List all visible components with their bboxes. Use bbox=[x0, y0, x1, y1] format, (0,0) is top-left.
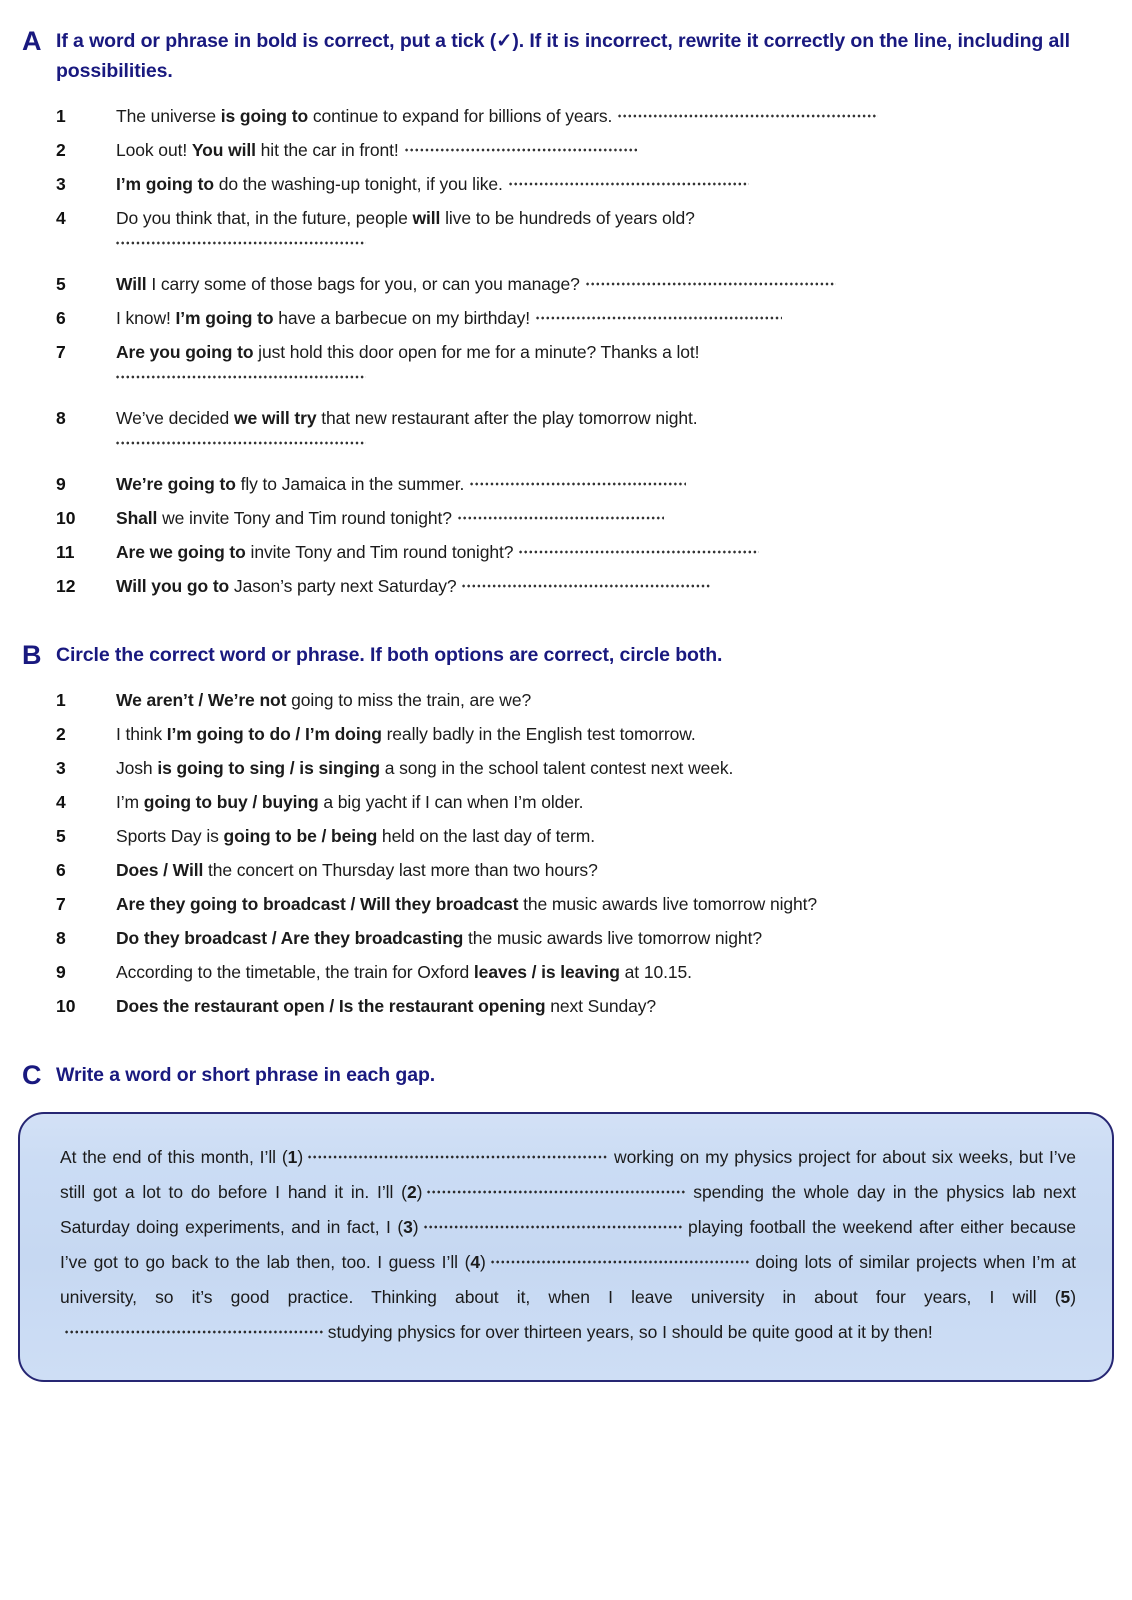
answer-line[interactable] bbox=[519, 545, 759, 559]
section-spacer bbox=[0, 1024, 1132, 1060]
exercise-item bbox=[0, 468, 1132, 500]
bold-phrase: going to be / being bbox=[223, 826, 378, 846]
section-a-heading bbox=[0, 26, 1132, 86]
bold-phrase: is going to bbox=[220, 106, 309, 126]
answer-line[interactable] bbox=[116, 370, 366, 384]
item-number: 10 bbox=[56, 508, 76, 528]
item-text: We aren’t / We’re not going to miss the train, are we? bbox=[116, 690, 532, 710]
item-text: Josh is going to sing / is singing a song in the school talent contest next week. bbox=[116, 758, 734, 778]
answer-line[interactable] bbox=[586, 277, 836, 291]
gap-answer-line[interactable] bbox=[427, 1185, 685, 1199]
answer-line-row bbox=[0, 236, 1132, 266]
exercise-item bbox=[0, 502, 1132, 534]
item-text: I think I’m going to do / I’m doing really badly in the English test tomorrow. bbox=[116, 724, 696, 744]
item-text: Does / Will the concert on Thursday last more than two hours? bbox=[116, 860, 598, 880]
section-c-letter: C bbox=[22, 1060, 42, 1090]
exercise-item bbox=[0, 536, 1132, 568]
item-number: 4 bbox=[56, 792, 66, 812]
bold-phrase: Does / Will bbox=[116, 860, 204, 880]
bold-phrase: leaves / is leaving bbox=[473, 962, 620, 982]
item-number: 12 bbox=[56, 576, 76, 596]
item-number: 2 bbox=[56, 724, 66, 744]
item-number: 8 bbox=[56, 408, 66, 428]
gap-number: 1 bbox=[287, 1147, 298, 1167]
item-text: Are you going to just hold this door open for me for a minute? Thanks a lot! bbox=[116, 342, 700, 362]
item-text: I know! I’m going to have a barbecue on my birthday! bbox=[116, 302, 1092, 334]
answer-line[interactable] bbox=[405, 143, 637, 157]
item-number: 6 bbox=[56, 860, 66, 880]
exercise-item bbox=[0, 684, 1132, 716]
item-number: 3 bbox=[56, 174, 66, 194]
item-number: 9 bbox=[56, 962, 66, 982]
bold-phrase: Are they going to broadcast / Will they broadcast bbox=[116, 894, 519, 914]
item-number: 9 bbox=[56, 474, 66, 494]
answer-line[interactable] bbox=[618, 109, 878, 123]
item-number: 10 bbox=[56, 996, 76, 1016]
exercise-item bbox=[0, 922, 1132, 954]
gap-number: 5 bbox=[1060, 1287, 1071, 1307]
item-number: 1 bbox=[56, 106, 66, 126]
bold-phrase: we will try bbox=[233, 408, 317, 428]
exercise-item bbox=[0, 268, 1132, 300]
bold-phrase: Will bbox=[116, 274, 147, 294]
section-b-letter: B bbox=[22, 640, 42, 670]
item-number: 7 bbox=[56, 894, 66, 914]
bold-phrase: going to buy / buying bbox=[143, 792, 319, 812]
section-c-heading bbox=[0, 1060, 1132, 1090]
item-text: Does the restaurant open / Is the restaurant opening next Sunday? bbox=[116, 996, 657, 1016]
item-text: According to the timetable, the train for Oxford leaves / is leaving at 10.15. bbox=[116, 962, 692, 982]
item-text: Shall we invite Tony and Tim round tonight? bbox=[116, 502, 1092, 534]
item-number: 8 bbox=[56, 928, 66, 948]
exercise-item bbox=[0, 134, 1132, 166]
bold-phrase: You will bbox=[191, 140, 256, 160]
answer-line[interactable] bbox=[462, 579, 710, 593]
bold-phrase: Will you go to bbox=[116, 576, 230, 596]
item-number: 3 bbox=[56, 758, 66, 778]
section-b bbox=[0, 640, 1132, 1022]
item-text: Will I carry some of those bags for you, or can you manage? bbox=[116, 268, 1092, 300]
item-text: Do they broadcast / Are they broadcasting the music awards live tomorrow night? bbox=[116, 928, 762, 948]
item-text: I’m going to buy / buying a big yacht if I can when I’m older. bbox=[116, 792, 584, 812]
exercise-item bbox=[0, 888, 1132, 920]
answer-line[interactable] bbox=[458, 511, 664, 525]
item-number: 7 bbox=[56, 342, 66, 362]
exercise-item bbox=[0, 570, 1132, 602]
section-a-instruction: If a word or phrase in bold is correct, put a tick (✓). If it is incorrect, rewrite it correctly on the line, including all possibilities. bbox=[56, 30, 1070, 82]
item-text: Will you go to Jason’s party next Saturday? bbox=[116, 570, 1092, 602]
exercise-item bbox=[0, 820, 1132, 852]
gap-fill-passage: At the end of this month, I’ll (1) working on my physics project for about six weeks, but I’ve still got a lot to do before I hand it in. I’ll (2) spending the whole day in the physics lab next Saturday doing experiments, and in fact, I (3) playing football the weekend after either because I’ve got to go back to the lab then, too. I guess I’ll (4) doing lots of similar projects when I’m at university, so it’s good practice. Thinking about it, when I leave university in about four years, I will (5) studying physics for over thirteen years, so I should be quite good at it by then! bbox=[60, 1147, 1076, 1342]
item-text: We’re going to fly to Jamaica in the summer. bbox=[116, 468, 1092, 500]
section-c bbox=[0, 1060, 1132, 1382]
exercise-item bbox=[0, 718, 1132, 750]
exercise-item bbox=[0, 956, 1132, 988]
gap-number: 2 bbox=[406, 1182, 417, 1202]
answer-line-row bbox=[0, 436, 1132, 466]
gap-answer-line[interactable] bbox=[65, 1325, 323, 1339]
gap-answer-line[interactable] bbox=[308, 1150, 608, 1164]
exercise-item bbox=[0, 336, 1132, 368]
section-a-letter: A bbox=[22, 26, 42, 56]
section-b-heading bbox=[0, 640, 1132, 670]
item-text: Look out! You will hit the car in front! bbox=[116, 134, 1092, 166]
bold-phrase: I’m going to do / I’m doing bbox=[166, 724, 382, 744]
item-text: Sports Day is going to be / being held on the last day of term. bbox=[116, 826, 595, 846]
item-number: 4 bbox=[56, 208, 66, 228]
answer-line[interactable] bbox=[536, 311, 782, 325]
answer-line[interactable] bbox=[116, 436, 366, 450]
section-spacer bbox=[0, 604, 1132, 640]
gap-fill-text-box bbox=[18, 1112, 1114, 1382]
bold-phrase: Shall bbox=[116, 508, 158, 528]
item-text: Do you think that, in the future, people will live to be hundreds of years old? bbox=[116, 208, 695, 228]
exercise-item bbox=[0, 402, 1132, 434]
answer-line[interactable] bbox=[509, 177, 749, 191]
bold-phrase: We aren’t / We’re not bbox=[116, 690, 287, 710]
gap-answer-line[interactable] bbox=[491, 1255, 749, 1269]
item-number: 1 bbox=[56, 690, 66, 710]
exercise-item bbox=[0, 302, 1132, 334]
bold-phrase: We’re going to bbox=[116, 474, 236, 494]
gap-answer-line[interactable] bbox=[424, 1220, 682, 1234]
item-number: 2 bbox=[56, 140, 66, 160]
exercise-b-list bbox=[0, 684, 1132, 1022]
exercise-item bbox=[0, 752, 1132, 784]
item-number: 5 bbox=[56, 826, 66, 846]
bold-phrase: will bbox=[412, 208, 441, 228]
item-text: We’ve decided we will try that new restaurant after the play tomorrow night. bbox=[116, 408, 698, 428]
exercise-item bbox=[0, 990, 1132, 1022]
exercise-item bbox=[0, 854, 1132, 886]
section-c-instruction: Write a word or short phrase in each gap. bbox=[56, 1064, 436, 1086]
exercise-item bbox=[0, 786, 1132, 818]
bold-phrase: is going to sing / is singing bbox=[157, 758, 380, 778]
item-number: 6 bbox=[56, 308, 66, 328]
item-text: Are we going to invite Tony and Tim round tonight? bbox=[116, 536, 1092, 568]
exercise-a-list bbox=[0, 100, 1132, 602]
answer-line[interactable] bbox=[470, 477, 686, 491]
bold-phrase: Do they broadcast / Are they broadcasting bbox=[116, 928, 464, 948]
gap-number: 3 bbox=[403, 1217, 413, 1237]
bold-phrase: Are we going to bbox=[116, 542, 246, 562]
answer-line-row bbox=[0, 370, 1132, 400]
gap-number: 4 bbox=[470, 1252, 481, 1272]
answer-line[interactable] bbox=[116, 236, 366, 250]
exercise-item bbox=[0, 202, 1132, 234]
item-number: 5 bbox=[56, 274, 66, 294]
item-text: The universe is going to continue to expand for billions of years. bbox=[116, 100, 1092, 132]
item-text: I’m going to do the washing-up tonight, if you like. bbox=[116, 168, 1092, 200]
section-b-instruction: Circle the correct word or phrase. If both options are correct, circle both. bbox=[56, 644, 723, 666]
bold-phrase: Does the restaurant open / Is the restaurant opening bbox=[116, 996, 546, 1016]
item-number: 11 bbox=[56, 542, 75, 562]
exercise-item bbox=[0, 168, 1132, 200]
exercise-item bbox=[0, 100, 1132, 132]
bold-phrase: I’m going to bbox=[116, 174, 214, 194]
bold-phrase: Are you going to bbox=[116, 342, 254, 362]
item-text: Are they going to broadcast / Will they broadcast the music awards live tomorrow night? bbox=[116, 894, 818, 914]
section-a bbox=[0, 0, 1132, 602]
bold-phrase: I’m going to bbox=[175, 308, 274, 328]
